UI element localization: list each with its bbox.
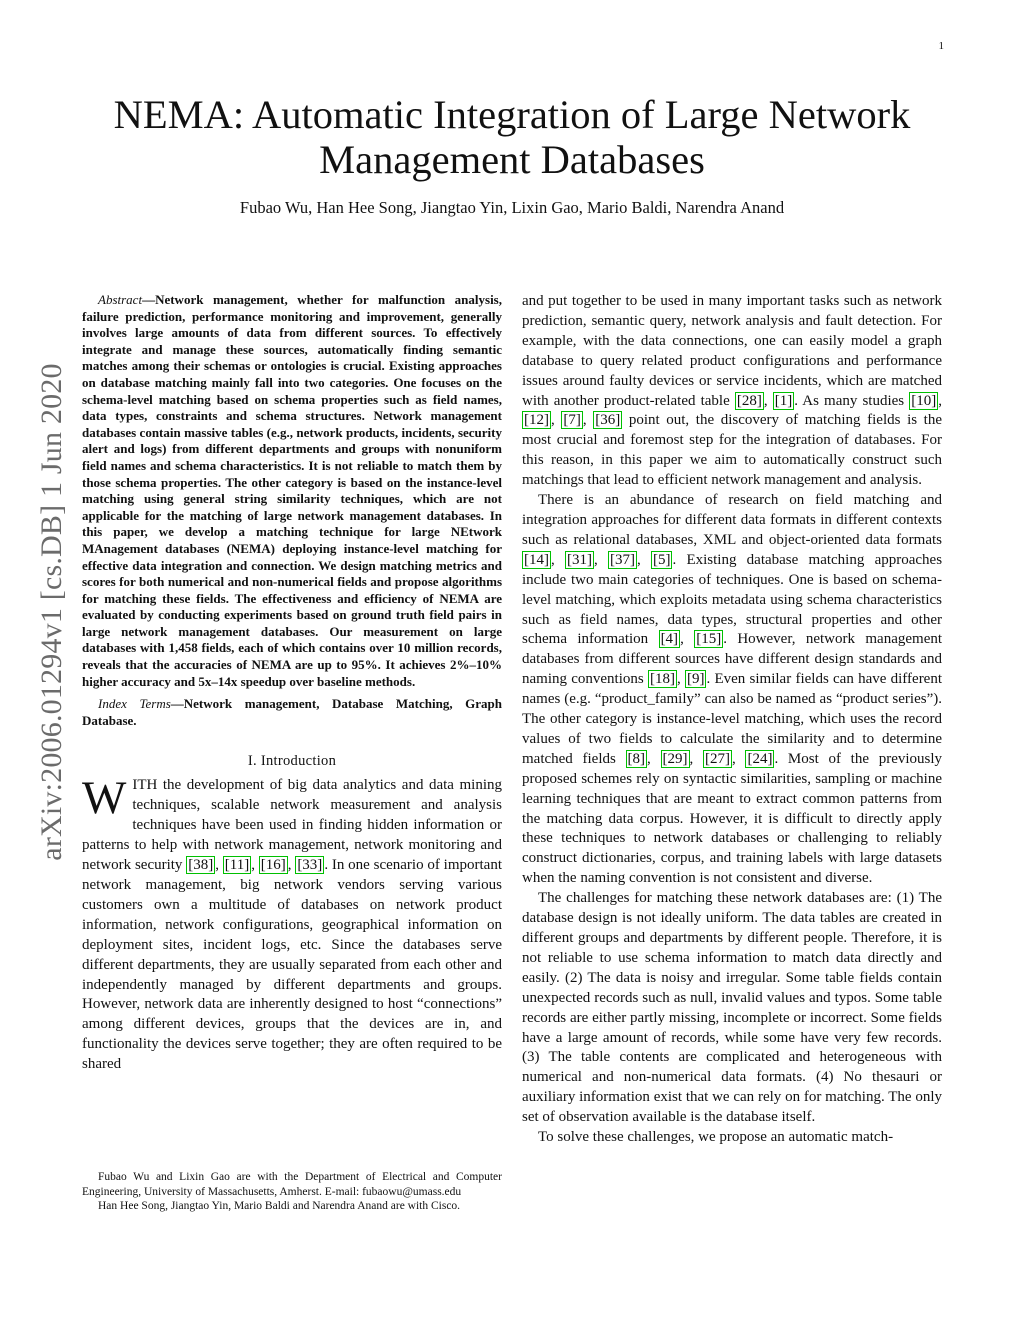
paragraph-text: As many studies [802,392,910,409]
right-paragraph-2: There is an abundance of research on field matching and integration approaches for different data formats in different contexts such as relational databases, XML and object-oriented data formats [14] , [31] , [37] , [5] . Existing database matching approaches include two main categories of techniques. One is based on schema-level matching, which exploits metadata using schema characteristics such as field names, data types, structural properties and other schema information [4] , [15] . However, network management databases from different sources have different design standards and naming conventions [18] , [9] . Even similar fields can have different names (e.g. “product_family” can also be named as “product series”). The other category is instance-level matching, which uses the record values of two fields to calculate the similarity and to determine matched fields [8] , [29] , [27] , [24] . Most of the previously proposed schemes rely on syntactic similarities, sampling or machine learning techniques that are meant to extract common patterns from the matching data corpus. However, it is difficult to directly apply these techniques to network databases or challenging to reliably construct dictionaries, corpus, and training labels with large datasets when the naming convention is not consistent and diverse. [522,492,943,887]
paragraph-text: Most of the previously proposed schemes rely on syntactic similarities, sampling or machine learning techniques that are meant to extract common patterns from the matching data corpus. However, it is difficult to directly apply these techniques to network databases or challenging to reliably construct dictionaries, corpus, and training labels with large datasets when the naming convention is not consistent and diverse. [522,750,943,887]
index-terms [82,696,502,729]
citation-link[interactable]: [18] [649,671,675,688]
index-terms-label: Index Terms [98,696,171,712]
paragraph-text: Even similar fields can have different names (e.g. “product_family” can also be named as “product series”). The other category is instance-level matching, which uses the record values of two fields to calculate the similarity and to determine matched fields [522,671,943,767]
citation-link[interactable]: [38] [188,857,214,874]
intro-text-a: ITH the development of big data analytics and data mining techniques, scalable network measurement and analysis techniques have been used in finding hidden information or patterns to help with network management, network monitoring and network security [82,777,502,874]
citation-link[interactable]: [24] [747,750,773,767]
citation-link[interactable]: [14] [524,551,549,568]
title-line-2: Management Databases [319,137,705,182]
citation-link[interactable]: [11] [224,857,250,874]
paragraph-text: However, network management databases from different sources have different design standards and naming conventions [522,631,943,688]
right-paragraph-4: To solve these challenges, we propose an automatic match- [538,1129,894,1146]
index-terms-text: —Network management, Database Matching, Graph Database. [82,696,502,728]
citation-link[interactable]: [8] [627,750,646,767]
paragraph-text: There is an abundance of research on field matching and integration approaches for different data formats in different contexts such as relational databases, XML and object-oriented data formats [522,492,942,548]
citation-link[interactable]: [29] [662,750,688,767]
author-list: Fubao Wu, Han Hee Song, Jiangtao Yin, Lixin Gao, Mario Baldi, Narendra Anand [239,198,785,217]
citation-link[interactable]: [27] [704,750,730,767]
abstract-label: Abstract [98,292,143,307]
drop-cap: W [82,772,127,825]
paper-title [80,92,944,182]
paragraph-text: Existing database matching approaches include two main categories of techniques. One is based on schema-level matching, which exploits metadata using schema characteristics such as field names, data types, structural properties and other schema information [522,551,943,648]
citation-link[interactable]: [33] [297,857,323,874]
right-column [522,292,942,1148]
section-heading-introduction: I. Introduction [247,753,337,770]
abstract-text: —Network management, whether for malfunction analysis, failure prediction, performance monitoring and improvement, generally involves large amounts of data from different sources. To effectively integrate and manage these sources, automatically finding semantic matches among their schemas or ontologies is crucial. Existing approaches on database matching mainly fall into two categories. One focuses on the schema-level matching based on schema properties such as field names, data types, constraints and schema structures. Network management databases contain massive tables (e.g., network products, incidents, security alert and logs) from different departments and groups with nonuniform field names and schema characteristics. It is not reliable to match them by those schema properties. The other category is based on the instance-level matching using general string similarity techniques, which are not applicable for the matching of large network management databases. In this paper, we develop a matching technique for large NEtwork MAnagement databases (NEMA) deploying instance-level matching for effective data integration and connection. We design matching metrics and scores for both numerical and non-numerical fields and propose algorithms for matching these fields. The effectiveness and efficiency of NEMA are evaluated by conducting experiments based on ground truth field pairs in large network management databases. Our measurement on large databases with 1,458 fields, each of which contains over 10 million records, reveals that the accuracies of NEMA are up to 95%. It achieves 2%–10% higher accuracy and 5x–14x speedup over baseline methods. [82,292,502,689]
citation-link[interactable]: [1] [774,392,793,409]
footnote-affiliation-1: Fubao Wu and Lixin Gao are with the Department of Electrical and Computer Engineering, University of Massachusetts, Amherst. E-mail: fubaowu@umass.edu [82,1171,502,1198]
footnotes [82,1170,502,1214]
page-number: 1 [938,40,944,52]
citation-link[interactable]: [4] [660,631,679,648]
title-line-1: NEMA: Automatic Integration of Large Network [113,92,911,137]
citation-link[interactable]: [9] [686,671,705,688]
right-paragraph-3: The challenges for matching these network databases are: (1) The database design is not ideally uniform. The data tables are created in different groups and departments by different people. Therefore, it is not reliable to use schema information to match data directly and easily. (2) The data is noisy and irregular. Some table fields contain unexpected records such as null, invalid values and typos. Some table records are either partly missing, incomplete or incorrect. Some fields have a large amount of records, while some have very few records. (3) The table contents are complicated and heterogeneous with numerical and non-numerical data formats. (4) No thesauri or auxiliary information exist that we can rely on for matching. The only set of observation available is the database itself. [522,890,942,1126]
right-paragraph-1: and put together to be used in many important tasks such as network prediction, semantic query, network analysis and fault detection. For example, with the data connections, one can easily model a graph database to query related product configurations and performance issues around faulty devices or service incidents, which are matched with another product-related table [28] , [1] . As many studies [10] , [12] , [7] , [36] point out, the discovery of matching fields is the most crucial and foremost step for the integration of databases. For this reason, in this paper we aim to automatically construct such matchings that lead to efficient network management and analysis. [522,293,943,489]
citation-link[interactable]: [5] [652,551,671,568]
paragraph-text: point out, the discovery of matching fields is the most crucial and foremost step for the integration of databases. For this reason, in this paper we aim to automatically construct such matchings that lead to efficient network management and analysis. [522,412,943,489]
citation-link[interactable]: [7] [563,412,581,429]
citation-link[interactable]: [16] [260,857,286,874]
footnote-affiliation-2: Han Hee Song, Jiangtao Yin, Mario Baldi and Narendra Anand are with Cisco. [98,1200,461,1212]
intro-text-b: In one scenario of important network management, big network vendors serving various customers own a multitude of databases on network product information, network configurations, geographical information on deployment sites, incident logs, etc. Since the databases serve different departments, they are usually separated from each other and independently managed by different departments and groups. However, network data are inherently designed to host “connections” among different devices, groups that the devices are in, and functionality the devices serve together; they are often required to be shared [82,857,502,1073]
paragraph-text: and put together to be used in many important tasks such as network prediction, semantic query, network analysis and fault detection. For example, with the data connections, one can easily model a graph database to query related product configurations and performance issues around faulty devices or service incidents, which are matched with another product-related table [522,293,942,409]
citation-link[interactable]: [36] [595,412,621,429]
arxiv-stamp[interactable]: arXiv:2006.01294v1 [cs.DB] 1 Jun 2020 [35,363,68,861]
intro-paragraph-1: WITH the development of big data analytics and data mining techniques, scalable network measurement and analysis techniques have been used in finding hidden information or patterns to help with network management, network monitoring and network security [38] , [11] , [16] , [33] . In one scenario of important network management, big network vendors serving various customers own a multitude of databases on network product information, network configurations, geographical information on deployment sites, incident logs, etc. Since the databases serve different departments, they are usually separated from each other and independently managed by different departments and groups. However, network data are inherently designed to host “connections” among different devices, groups that the devices are in, and functionality the devices serve together; they are often required to be shared [82,772,502,1073]
left-column [82,292,502,1075]
citation-link[interactable]: [28] [736,392,762,409]
abstract [82,292,502,690]
citation-link[interactable]: [31] [566,551,592,568]
citation-link[interactable]: [12] [524,412,549,429]
citation-link[interactable]: [10] [911,392,937,409]
citation-link[interactable]: [15] [696,631,722,648]
citation-link[interactable]: [37] [609,551,635,568]
